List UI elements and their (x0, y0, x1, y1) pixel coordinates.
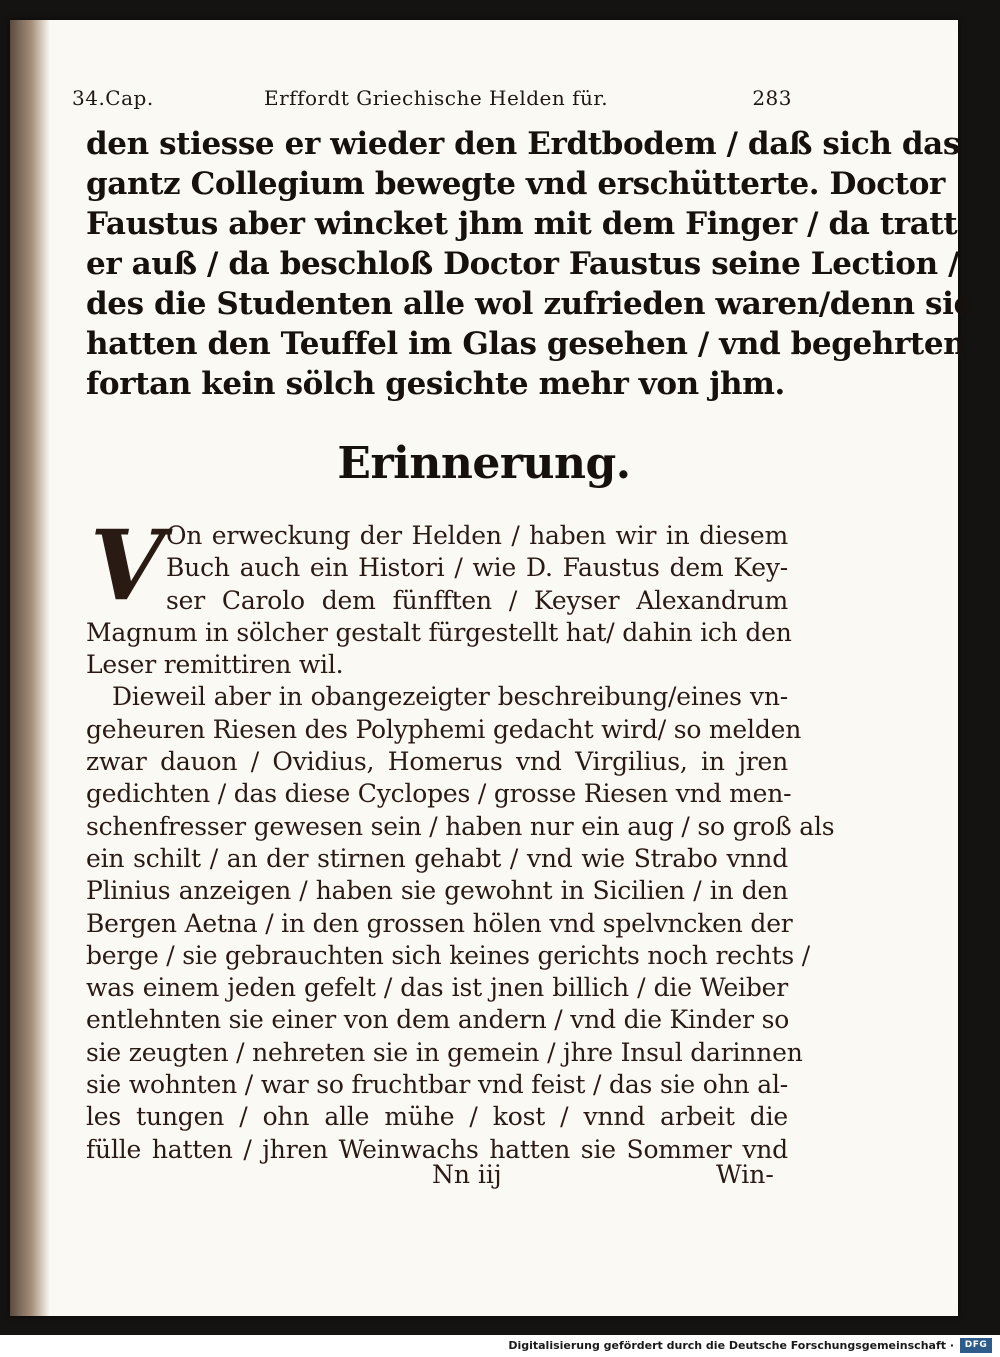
text-line: fülle hatten / jhren Weinwachs hatten sie Sommer vnd (86, 1134, 788, 1164)
text-line: sie zeugten / nehreten sie in gemein / jhre Insul darinnen (86, 1037, 803, 1067)
upper-paragraph (86, 124, 973, 404)
catchword: Win- (716, 1160, 774, 1189)
page-number: 283 (752, 86, 792, 110)
text-line: gedichten / das diese Cyclopes / grosse Riesen vnd men- (86, 779, 792, 809)
text-line: den stiesse er wieder den Erdtbodem / daß sich das (86, 126, 960, 162)
text-line: On erweckung der Helden / haben wir in diesem (166, 521, 788, 550)
funding-credit: Digitalisierung gefördert durch die Deutsche Forschungsgemeinschaft · (508, 1339, 954, 1352)
text-line: Magnum in sölcher gestalt fürgestellt hat/ dahin ich den (86, 617, 792, 647)
book-page (10, 20, 973, 1316)
text-line: ser Carolo dem fünfften / Keyser Alexandrum (166, 585, 788, 615)
lower-paragraph (86, 509, 835, 1166)
signature-mark: Nn iij (432, 1160, 502, 1189)
text-line: ein schilt / an der stirnen gehabt / vnd wie Strabo vnnd (86, 843, 788, 873)
footer-bar (0, 1335, 1000, 1357)
text-line: Bergen Aetna / in den grossen hölen vnd spelvncken der (86, 908, 793, 938)
text-line: schenfresser gewesen sein / haben nur ein aug / so groß als (86, 811, 835, 841)
running-title: Erffordt Griechische Helden für. (264, 86, 609, 110)
text-line: gantz Collegium bewegte vnd erschütterte. Doctor (86, 166, 945, 202)
text-line: was einem jeden gefelt / das ist jnen billich / die Weiber (86, 973, 788, 1003)
text-line: Plinius anzeigen / haben sie gewohnt in Sicilien / in den (86, 876, 788, 906)
binding-gutter (10, 20, 50, 1316)
text-line: hatten den Teuffel im Glas gesehen / vnd begehrten (86, 326, 966, 362)
text-line: Buch auch ein Histori / wie D. Faustus dem Key- (166, 553, 788, 583)
running-head (72, 82, 792, 114)
text-line: sie wohnten / war so fruchtbar vnd feist / das sie ohn al- (86, 1070, 788, 1100)
dfg-logo-icon[interactable]: DFG (960, 1338, 992, 1353)
text-line: les tungen / ohn alle mühe / kost / vnnd arbeit die (86, 1102, 788, 1132)
drop-cap: V (90, 509, 165, 622)
text-line: Dieweil aber in obangezeigter beschreibung/eines vn- (112, 682, 788, 712)
text-line: berge / sie gebrauchten sich keines gerichts noch rechts / (86, 940, 811, 970)
text-line: zwar dauon / Ovidius, Homerus vnd Virgilius, in jren (86, 747, 788, 777)
text-line: er auß / da beschloß Doctor Faustus seine Lection / (86, 246, 960, 282)
text-line: fortan kein sölch gesichte mehr von jhm. (86, 366, 785, 402)
text-line: entlehnten sie einer von dem andern / vnd die Kinder so (86, 1005, 790, 1035)
section-heading: Erinnerung. (337, 438, 631, 489)
text-line: geheuren Riesen des Polyphemi gedacht wird/ so melden (86, 714, 802, 744)
text-line: Faustus aber wincket jhm mit dem Finger / da tratt (86, 206, 958, 242)
text-line: des die Studenten alle wol zufrieden waren/denn sie (86, 286, 973, 322)
chapter-label: 34.Cap. (72, 86, 154, 110)
text-line: Leser remittiren wil. (86, 650, 344, 680)
